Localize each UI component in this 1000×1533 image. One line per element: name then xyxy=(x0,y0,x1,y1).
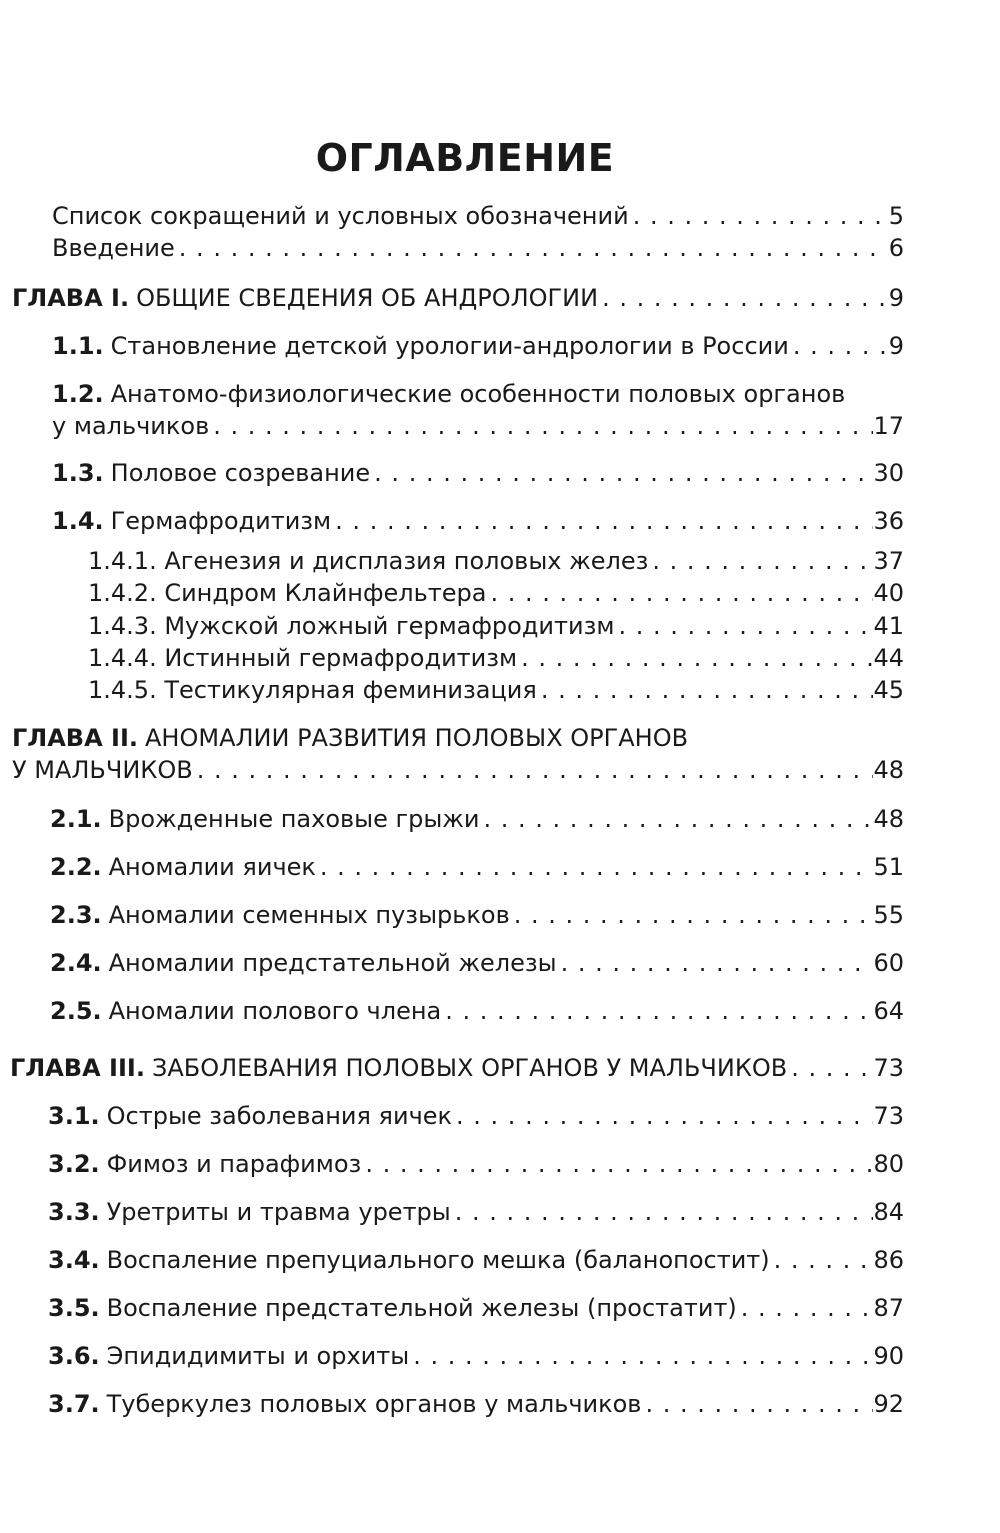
section-entry: 3.1. Острые заболевания яичек . . . 73 xyxy=(48,1100,904,1132)
page-number: 5 xyxy=(888,202,904,230)
leader-dots xyxy=(629,200,889,232)
page-number: 92 xyxy=(873,1390,904,1418)
page-number: 45 xyxy=(873,676,904,704)
section-entry: 2.1. Врожденные паховые грыжи . . . 48 xyxy=(50,803,904,835)
leader-dots xyxy=(370,457,873,489)
toc-entry: Список сокращений и условных обозначений . . . 5 xyxy=(52,200,904,232)
page-number: 9 xyxy=(888,284,904,312)
section-entry: 3.5. Воспаление предстательной железы (простатит) . . . 87 xyxy=(48,1292,904,1324)
subsection-entry: 1.4.3. Мужской ложный гермафродитизм . . . 41 xyxy=(88,610,904,642)
section-entry: 3.7. Туберкулез половых органов у мальчиков . . . 92 xyxy=(48,1388,904,1420)
page-number: 48 xyxy=(873,805,904,833)
page-number: 51 xyxy=(873,853,904,881)
section-entry: 2.4. Аномалии предстательной железы . . . 60 xyxy=(50,947,904,979)
leader-dots xyxy=(361,1148,873,1180)
page-number: 60 xyxy=(873,949,904,977)
page-number: 73 xyxy=(873,1054,904,1082)
leader-dots xyxy=(441,995,873,1027)
subsection-entry: 1.4.1. Агенезия и дисплазия половых желез . . . 37 xyxy=(88,545,904,577)
page-number: 9 xyxy=(888,332,904,360)
section-entry: 2.3. Аномалии семенных пузырьков . . . 55 xyxy=(50,899,904,931)
leader-dots xyxy=(316,851,874,883)
page-number: 41 xyxy=(873,612,904,640)
page-number: 36 xyxy=(873,507,904,535)
section-entry: 1.4. Гермафродитизм . . . 36 xyxy=(52,505,904,537)
section-entry: 1.1. Становление детской урологии-андрологии в России . . . 9 xyxy=(52,330,904,362)
leader-dots xyxy=(510,899,874,931)
page-number: 80 xyxy=(873,1150,904,1178)
leader-dots xyxy=(480,803,874,835)
leader-dots xyxy=(517,642,873,674)
section-entry: 3.6. Эпидидимиты и орхиты . . . 90 xyxy=(48,1340,904,1372)
chapter-entry: ГЛАВА I. ОБЩИЕ СВЕДЕНИЯ ОБ АНДРОЛОГИИ . . . 9 xyxy=(12,282,904,314)
section-entry: 2.2. Аномалии яичек . . . 51 xyxy=(50,851,904,883)
leader-dots xyxy=(452,1100,873,1132)
leader-dots xyxy=(486,577,873,609)
leader-dots xyxy=(770,1244,874,1276)
chapter-entry-line1: ГЛАВА II. АНОМАЛИИ РАЗВИТИЯ ПОЛОВЫХ ОРГАНОВ xyxy=(12,724,689,752)
leader-dots xyxy=(648,545,873,577)
chapter-entry: ГЛАВА III. ЗАБОЛЕВАНИЯ ПОЛОВЫХ ОРГАНОВ У МАЛЬЧИКОВ . . . 73 xyxy=(10,1052,904,1084)
leader-dots xyxy=(598,282,889,314)
page-number: 86 xyxy=(873,1246,904,1274)
page-number: 64 xyxy=(873,997,904,1025)
leader-dots xyxy=(409,1340,873,1372)
page-number: 48 xyxy=(873,756,904,784)
page-number: 84 xyxy=(873,1198,904,1226)
section-entry-line1: 1.2. Анатомо-физиологические особенности половых органов xyxy=(52,380,846,408)
section-entry: 1.3. Половое созревание . . . 30 xyxy=(52,457,904,489)
section-entry: у мальчиков . . . 17 xyxy=(52,410,904,442)
leader-dots xyxy=(331,505,873,537)
page-number: 55 xyxy=(873,901,904,929)
page-number: 6 xyxy=(888,234,904,262)
toc-entry: Введение . . . 6 xyxy=(52,232,904,264)
leader-dots xyxy=(641,1388,873,1420)
page-number: 73 xyxy=(873,1102,904,1130)
page-number: 90 xyxy=(873,1342,904,1370)
section-entry: 3.3. Уретриты и травма уретры . . . 84 xyxy=(48,1196,904,1228)
leader-dots xyxy=(175,232,889,264)
section-entry: 2.5. Аномалии полового члена . . . 64 xyxy=(50,995,904,1027)
leader-dots xyxy=(193,754,874,786)
subsection-entry: 1.4.4. Истинный гермафродитизм . . . 44 xyxy=(88,642,904,674)
chapter-entry: У МАЛЬЧИКОВ . . . 48 xyxy=(12,754,904,786)
subsection-entry: 1.4.2. Синдром Клайнфельтера . . . 40 xyxy=(88,577,904,609)
page-number: 44 xyxy=(873,644,904,672)
page-number: 17 xyxy=(873,412,904,440)
leader-dots xyxy=(209,410,873,442)
leader-dots xyxy=(737,1292,874,1324)
subsection-entry: 1.4.5. Тестикулярная феминизация . . . 45 xyxy=(88,674,904,706)
page-title: ОГЛАВЛЕНИЕ xyxy=(315,136,615,180)
leader-dots xyxy=(557,947,874,979)
page-number: 37 xyxy=(873,547,904,575)
page-number: 40 xyxy=(873,579,904,607)
section-entry: 3.4. Воспаление препуциального мешка (баланопостит) . . . 86 xyxy=(48,1244,904,1276)
leader-dots xyxy=(451,1196,874,1228)
leader-dots xyxy=(787,1052,873,1084)
page-number: 87 xyxy=(873,1294,904,1322)
section-entry: 3.2. Фимоз и парафимоз . . . 80 xyxy=(48,1148,904,1180)
leader-dots xyxy=(537,674,874,706)
leader-dots xyxy=(789,330,889,362)
page-number: 30 xyxy=(873,459,904,487)
leader-dots xyxy=(614,610,873,642)
